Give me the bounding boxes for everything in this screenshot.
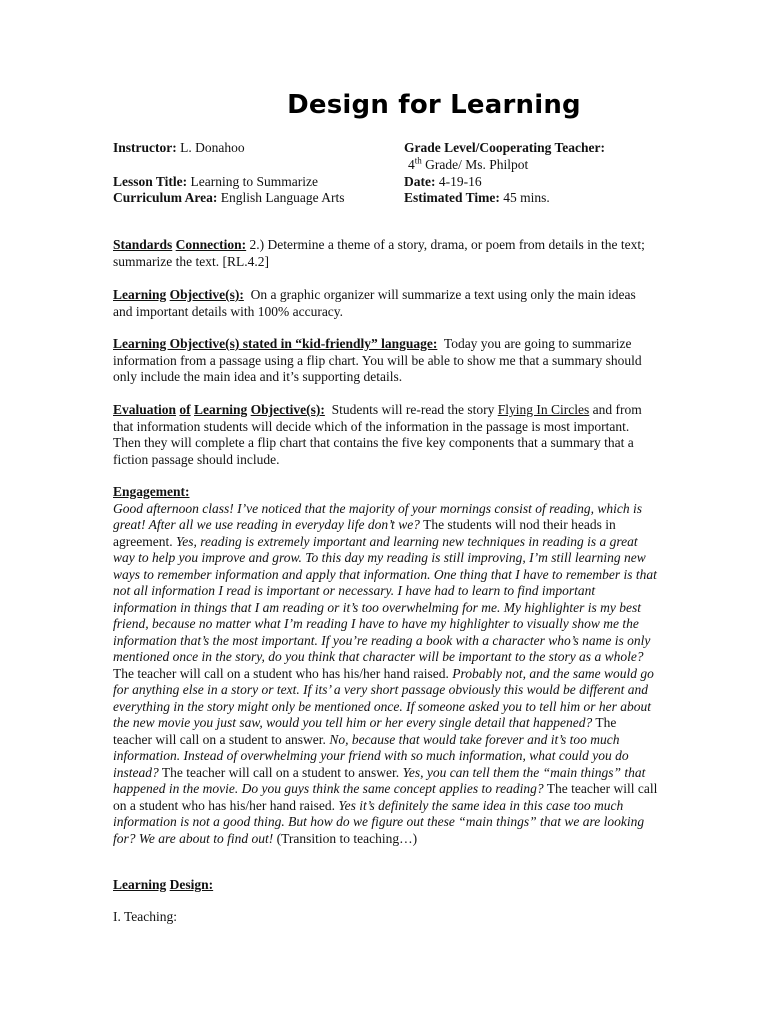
kid-friendly-section xyxy=(113,336,658,386)
estimated-time-value: 45 mins. xyxy=(503,190,550,205)
kid-friendly-text: Today you are going to summarize information from a passage using a flip chart. You will be able to show me that a summary should only include the main idea and it’s supporting details. xyxy=(113,336,642,384)
evaluation-text-a: Students will re-read the story xyxy=(331,402,495,417)
learning-design-label-1: Learning xyxy=(113,877,167,892)
curriculum-area-value: English Language Arts xyxy=(220,190,345,205)
evaluation-objectives-label: Objective(s): xyxy=(250,402,325,417)
page-title: Design for Learning xyxy=(287,90,581,120)
standards-section xyxy=(113,237,658,270)
date-label: Date: xyxy=(404,174,436,189)
curriculum-area-label: Curriculum Area: xyxy=(113,190,218,205)
instructor-label: Instructor: xyxy=(113,140,177,155)
kid-friendly-label: Learning Objective(s) stated in “kid-friendly” language: xyxy=(113,336,438,351)
engagement-note-4: The teacher will call on a student to answer. xyxy=(158,764,400,780)
evaluation-label: Evaluation xyxy=(113,402,177,417)
learning-objective-label-1: Learning xyxy=(113,287,167,302)
lesson-title-line xyxy=(113,173,403,190)
teaching-item-text: I. Teaching: xyxy=(113,909,178,924)
story-title: Flying In Circles xyxy=(497,402,590,417)
learning-objective-label-2: Objective(s): xyxy=(169,287,244,302)
estimated-time-label: Estimated Time: xyxy=(404,190,500,205)
engagement-note-5: The teacher will call on a student who has his/her hand raised. xyxy=(113,781,658,813)
connection-label: Connection: xyxy=(175,237,247,252)
engagement-speech-6: Yes it’s definitely the same idea in this case too much information is not a good thing. But how do we figure out these “main things” that we are looking for? We are about to find out! xyxy=(113,797,645,846)
standards-text: 2.) Determine a theme of a story, drama, or poem from details in the text; summarize the text. [RL.4.2] xyxy=(113,237,645,269)
estimated-time-line xyxy=(404,189,664,206)
engagement-speech-2: Yes, reading is extremely important and learning new techniques in reading is a great way to help you improve and grow. To this day my reading is still improving, I’m still learning new ways to remember information and apply that information. One thing that I have to remember is that not all information I read is important or necessary. I have had to learn to find important information in things that I am reading or it’s too overwhelming for me. My highlighter is my best friend, because no matter what I’m reading I have to have my highlighter to visually show me the information that’s the most important. If you’re reading a book with a character who’s name is only mentioned once in the story, do you think that character will be important to the story as a whole? xyxy=(113,533,657,664)
engagement-note-3: The teacher will call on a student to answer. xyxy=(113,715,617,747)
instructor-value: L. Donahoo xyxy=(180,140,245,155)
learning-design-section xyxy=(113,877,658,894)
engagement-note-6: (Transition to teaching…) xyxy=(273,830,418,846)
engagement-speech-4: No, because that would take forever and it’s too much information. Instead of overwhelming your friend with so much information, what could you do instead? xyxy=(113,731,629,780)
teaching-item xyxy=(113,909,658,926)
engagement-speech-5: Yes, you can tell them the “main things” that happened in the movie. Do you guys think the same concept applies to reading? xyxy=(113,764,646,796)
date-line xyxy=(404,173,664,190)
curriculum-area-line xyxy=(113,189,403,206)
grade-level-value xyxy=(408,156,668,173)
lesson-title-value: Learning to Summarize xyxy=(190,174,318,189)
evaluation-learning-label: Learning xyxy=(194,402,248,417)
engagement-label: Engagement: xyxy=(113,484,190,499)
evaluation-text-b: and from that information students will decide which of the information in the passage is most important. Then they will complete a flip chart that contains the five key components that a summary that a fiction passage should include. xyxy=(113,402,642,467)
engagement-note-2: The teacher will call on a student who has his/her hand raised. xyxy=(113,665,449,681)
instructor-line xyxy=(113,139,403,156)
engagement-speech-1: Good afternoon class! I’ve noticed that the majority of your mornings consist of reading, which is great! After all we use reading in everyday life don’t we? xyxy=(113,500,642,532)
standards-label: Standards xyxy=(113,237,173,252)
grade-suffix: th xyxy=(414,155,422,166)
engagement-section xyxy=(113,484,658,847)
evaluation-section xyxy=(113,402,658,468)
date-value: 4-19-16 xyxy=(438,174,482,189)
engagement-speech-3: Probably not, and the same would go for anything else in a story or text. If its’ a very short passage obviously this would be different and everything in the story might only be mentioned once. If someone asked you to tell him or her about the new movie you just saw, would you tell him or her every single detail that happened? xyxy=(113,665,654,730)
grade-number: 4 xyxy=(408,157,415,172)
grade-teacher: Grade/ Ms. Philpot xyxy=(421,157,529,172)
learning-objective-section xyxy=(113,287,658,320)
grade-level-label: Grade Level/Cooperating Teacher: xyxy=(404,140,605,155)
learning-design-label-2: Design: xyxy=(169,877,214,892)
evaluation-of-label: of xyxy=(179,402,191,417)
engagement-note-1: The students will nod their heads in agreement. xyxy=(113,517,616,549)
grade-level-line xyxy=(404,139,664,156)
lesson-title-label: Lesson Title: xyxy=(113,174,188,189)
learning-objective-text: On a graphic organizer will summarize a text using only the main ideas and important details with 100% accuracy. xyxy=(113,287,636,319)
